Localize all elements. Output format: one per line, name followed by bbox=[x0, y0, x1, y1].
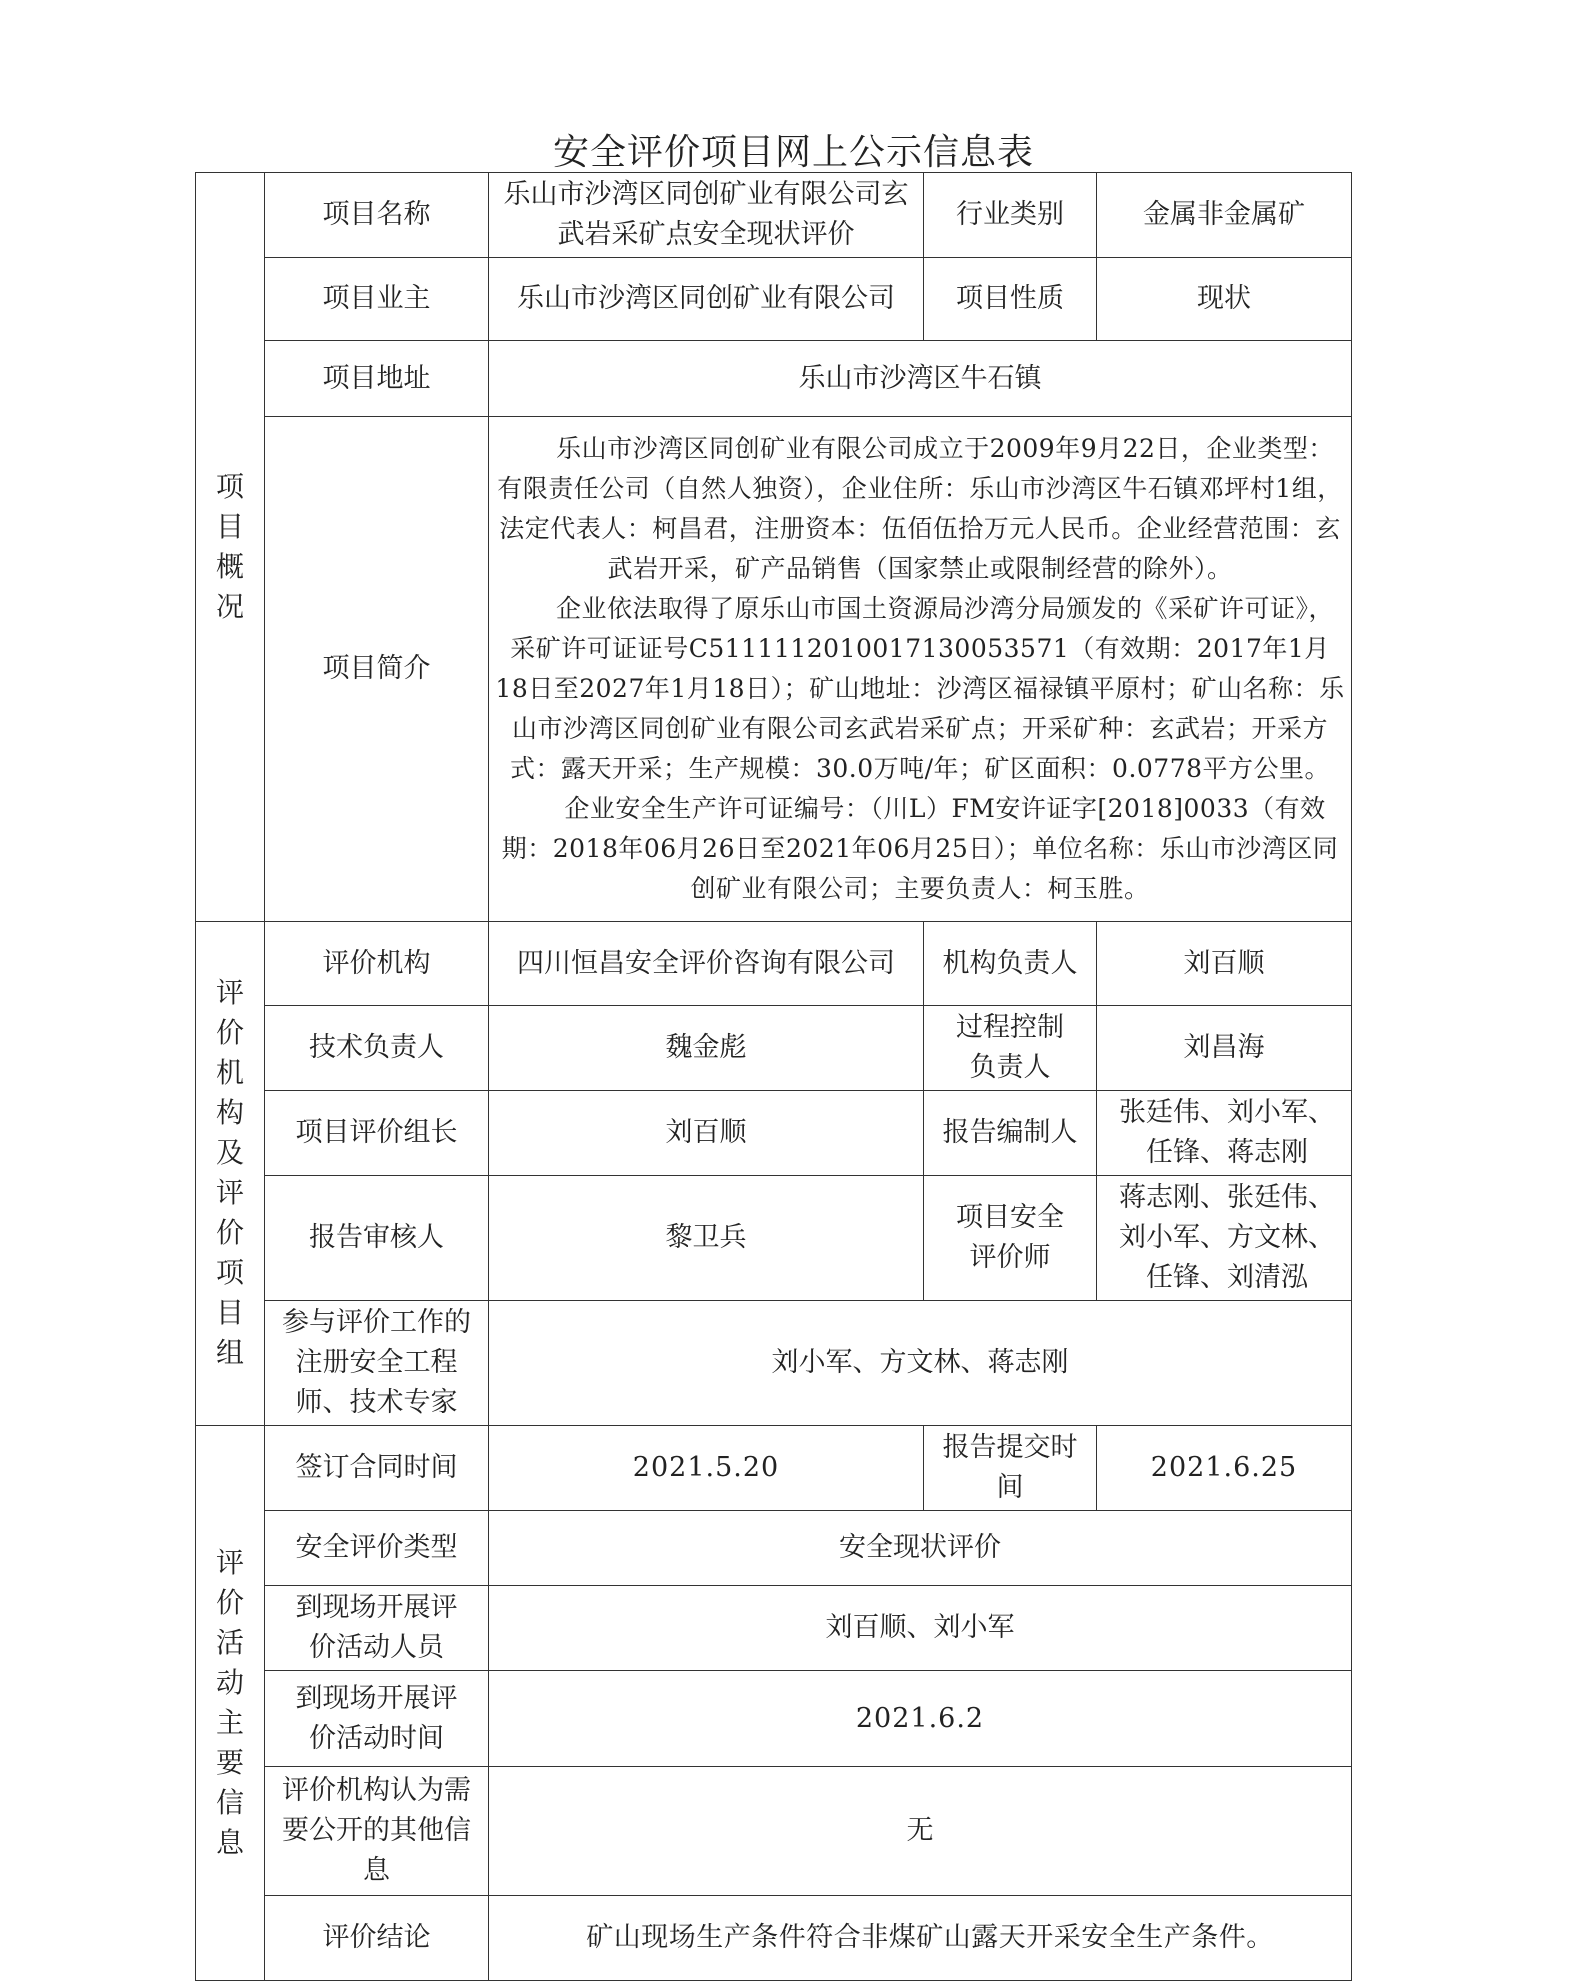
project-name-label: 项目名称 bbox=[265, 173, 489, 258]
type-label: 安全评价类型 bbox=[265, 1511, 489, 1586]
industry-label: 行业类别 bbox=[924, 173, 1097, 258]
org-head-value: 刘百顺 bbox=[1097, 922, 1352, 1006]
nature-value: 现状 bbox=[1097, 258, 1352, 341]
intro-label: 项目简介 bbox=[265, 417, 489, 922]
submit-label: 报告提交时间 bbox=[924, 1426, 1097, 1511]
org-value: 四川恒昌安全评价咨询有限公司 bbox=[489, 922, 924, 1006]
org-label: 评价机构 bbox=[265, 922, 489, 1006]
leader-label: 项目评价组长 bbox=[265, 1091, 489, 1176]
org-head-label: 机构负责人 bbox=[924, 922, 1097, 1006]
evaluator-value: 蒋志刚、张廷伟、刘小军、方文林、任锋、刘清泓 bbox=[1097, 1176, 1352, 1301]
time-label: 到现场开展评价活动时间 bbox=[265, 1671, 489, 1767]
category-activity: 评价活动主要信息 bbox=[196, 1426, 265, 1981]
type-value: 安全现状评价 bbox=[489, 1511, 1352, 1586]
submit-value: 2021.6.25 bbox=[1097, 1426, 1352, 1511]
address-label: 项目地址 bbox=[265, 341, 489, 417]
tech-value: 魏金彪 bbox=[489, 1006, 924, 1091]
process-value: 刘昌海 bbox=[1097, 1006, 1352, 1091]
contract-value: 2021.5.20 bbox=[489, 1426, 924, 1511]
address-value: 乐山市沙湾区牛石镇 bbox=[489, 341, 1352, 417]
category-overview: 项目概况 bbox=[196, 173, 265, 922]
staff-value: 刘百顺、刘小军 bbox=[489, 1586, 1352, 1671]
writer-label: 报告编制人 bbox=[924, 1091, 1097, 1176]
contract-label: 签订合同时间 bbox=[265, 1426, 489, 1511]
conclusion-text: 矿山现场生产条件符合非煤矿山露天开采安全生产条件。 bbox=[586, 1922, 1274, 1953]
reviewer-value: 黎卫兵 bbox=[489, 1176, 924, 1301]
owner-label: 项目业主 bbox=[265, 258, 489, 341]
conclusion-value bbox=[489, 1896, 1352, 1981]
experts-value: 刘小军、方文林、蒋志刚 bbox=[489, 1301, 1352, 1426]
reviewer-label: 报告审核人 bbox=[265, 1176, 489, 1301]
evaluator-label: 项目安全评价师 bbox=[924, 1176, 1097, 1301]
other-label: 评价机构认为需要公开的其他信息 bbox=[265, 1767, 489, 1896]
nature-label: 项目性质 bbox=[924, 258, 1097, 341]
owner-value: 乐山市沙湾区同创矿业有限公司 bbox=[489, 258, 924, 341]
experts-label: 参与评价工作的注册安全工程师、技术专家 bbox=[265, 1301, 489, 1426]
tech-label: 技术负责人 bbox=[265, 1006, 489, 1091]
project-name-value: 乐山市沙湾区同创矿业有限公司玄武岩采矿点安全现状评价 bbox=[489, 173, 924, 258]
staff-label: 到现场开展评价活动人员 bbox=[265, 1586, 489, 1671]
info-table bbox=[195, 172, 1352, 1981]
process-label: 过程控制负责人 bbox=[924, 1006, 1097, 1091]
industry-value: 金属非金属矿 bbox=[1097, 173, 1352, 258]
conclusion-label: 评价结论 bbox=[265, 1896, 489, 1981]
leader-value: 刘百顺 bbox=[489, 1091, 924, 1176]
intro-paragraph: 企业依法取得了原乐山市国土资源局沙湾分局颁发的《采矿许可证》，采矿许可证证号C5111112010017130053571（有效期：2017年1月18日至2027年1月18日）；矿山地址：沙湾区福禄镇平原村；矿山名称：乐山市沙湾区同创矿业有限公司玄武岩采矿点；开采矿种：玄武岩；开采方式：露天开采；生产规模：30.0万吨/年；矿区面积：0.0778平方公里。 bbox=[495, 594, 1345, 783]
intro-value bbox=[489, 417, 1352, 922]
other-value: 无 bbox=[489, 1767, 1352, 1896]
page-title: 安全评价项目网上公示信息表 bbox=[552, 132, 1034, 173]
intro-paragraph: 乐山市沙湾区同创矿业有限公司成立于2009年9月22日，企业类型：有限责任公司（自然人独资），企业住所：乐山市沙湾区牛石镇邓坪村1组，法定代表人：柯昌君，注册资本：伍佰伍拾万元人民币。企业经营范围：玄武岩开采，矿产品销售（国家禁止或限制经营的除外）。 bbox=[497, 434, 1343, 583]
intro-paragraph: 企业安全生产许可证编号：（川L）FM安许证字[2018]0033（有效期：2018年06月26日至2021年06月25日）；单位名称：乐山市沙湾区同创矿业有限公司；主要负责人：柯玉胜。 bbox=[501, 794, 1339, 903]
time-value: 2021.6.2 bbox=[489, 1671, 1352, 1767]
category-team: 评价机构及评价项目组 bbox=[196, 922, 265, 1426]
writer-value: 张廷伟、刘小军、任锋、蒋志刚 bbox=[1097, 1091, 1352, 1176]
